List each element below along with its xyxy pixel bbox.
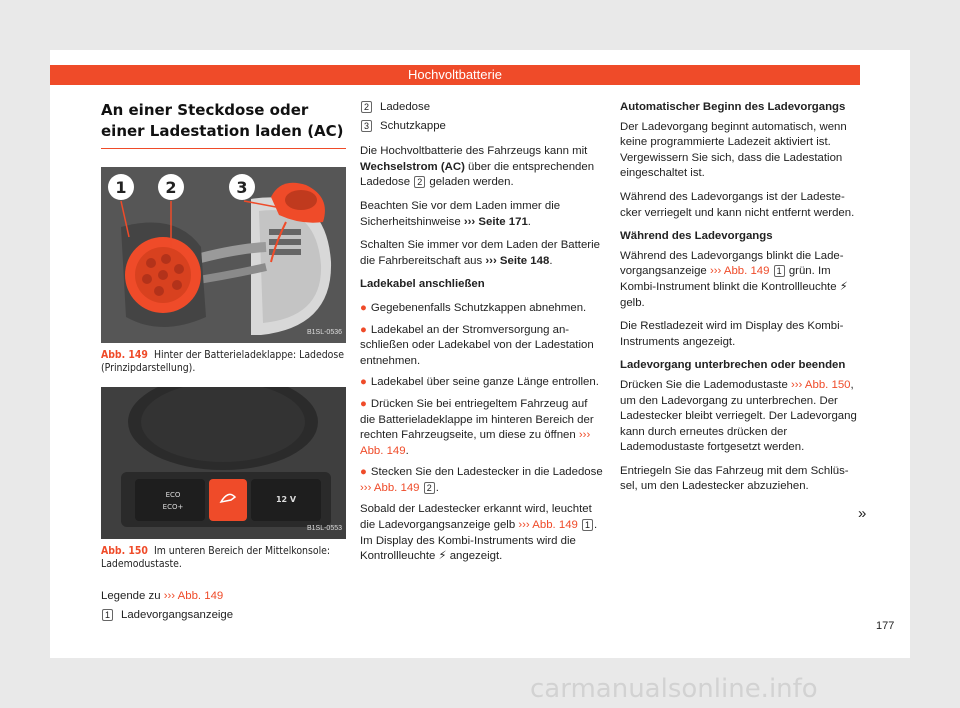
callout-number: 3 [361,120,372,132]
column-left [101,100,346,626]
caption-text: Im unteren Bereich der Mittelkonsole: Lademodustaste. [101,545,331,570]
list-item: ● Ladekabel über seine ganze Länge entrollen. [360,376,599,389]
chapter-header: Hochvoltbatterie [50,65,860,85]
paragraph: Schalten Sie immer vor dem Laden der Batterie die Fahrbereitschaft aus ››› Seite 148. [360,239,600,267]
callout-number: 1 [102,609,113,621]
callout-1: 1 [115,178,127,197]
callout-number: 2 [361,101,372,113]
paragraph: Drücken Sie die Lademodustaste ››› Abb. 150, um den Ladevorgang zu unterbrechen. Der Ladestecker bleibt verriegelt. Der Ladevorgang kann durch erneutes drücken der Lademodustaste fortgesetzt werden. [620,378,857,454]
paragraph: Entriegeln Sie das Fahrzeug mit dem Schlüssel, um den Ladestecker abzuziehen. [620,464,849,493]
paragraph: Beachten Sie vor dem Laden immer die Sicherheitshinweise ››› Seite 171. [360,199,561,228]
subheading: Automatischer Beginn des Ladevorgangs [620,101,846,113]
figure-149-caption [101,349,346,375]
figure-ref-link[interactable]: ››› Abb. 149 [360,481,420,494]
subheading: Während des Ladevorgangs [620,230,773,243]
figure-149 [101,167,346,343]
subheading: Ladekabel anschließen [360,278,485,291]
section-heading: An einer Steckdose oder einer Ladestation laden (AC) [101,100,346,149]
callout-3: 3 [236,178,248,197]
subheading: Ladevorgang unterbrechen oder beenden [620,359,846,372]
page-number: 177 [876,620,895,632]
list-item: ● Drücken Sie bei entriegeltem Fahrzeug auf die Batterieladeklappe im hinteren Bereich der rechten Fahrzeugseite, um diese zu öffnen ››› Abb. 149. [360,397,594,457]
paragraph: Während des Ladevorgangs blinkt die Ladevorgangsanzeige ››› Abb. 149 1 grün. Im Kombi-Instrument blinkt die Kontrollleuchte ⚡ gelb. [620,249,848,309]
page-ref-link[interactable]: ››› Seite 171 [463,215,528,228]
column-right [620,100,858,503]
paragraph: Die Hochvoltbatterie des Fahrzeugs kann mit Wechselstrom (AC) über die entsprechenden Ladedose 2 geladen werden. [360,145,595,189]
ecoplus-button-label: ECO+ [162,503,184,511]
caption-text: Hinter der Batterieladeklappe: Ladedose (Prinzipdarstellung). [101,349,345,374]
figure-150 [101,387,346,539]
figure-code: B1SL-0553 [306,525,342,533]
figure-ref-link[interactable]: ››› Abb. 149 [360,429,591,457]
paragraph: Sobald der Ladestecker erkannt wird, leuchtet die Ladevorgangsanzeige gelb ››› Abb. 149 1 . Im Display des Kombi-Instruments wird die Kontrollleuchte ⚡ angezeigt. [360,503,598,563]
legend-item-1: 1 Ladevorgangsanzeige [101,608,346,624]
figure-150-caption [101,545,346,571]
charging-lamp-icon: ⚡ [839,280,848,293]
watermark: carmanualsonline.info [530,674,818,704]
legend-item-3: 3 Schutzkappe [360,119,603,135]
figure-ref-link[interactable]: ››› Abb. 150 [790,378,851,391]
column-middle [360,100,603,573]
figure-ref-link[interactable]: ››› Abb. 149 [518,519,578,532]
paragraph: Der Ladevorgang beginnt automatisch, wenn keine programmierte Ladezeit aktiviert ist. Vergewissern Sie sich, dass die Ladestation eingeschaltet ist. [620,120,847,180]
page-ref-link[interactable]: ››› Seite 148 [485,254,550,267]
legend-item-2: 2 Ladedose [360,100,603,116]
charging-socket-illustration [101,167,346,343]
figure-code: B1SL-0536 [306,329,342,337]
figure-label: Abb. 149 [101,349,148,361]
paragraph: Die Restladezeit wird im Display des Kombi-Instruments angezeigt. [620,320,844,348]
center-console-illustration [101,387,346,539]
paragraph: Während des Ladevorgangs ist der Ladestecker verriegelt und kann nicht entfernt werden. [620,190,855,219]
legend-ref-link[interactable]: ››› Abb. 149 [163,590,224,602]
legend-intro: Legende zu ››› Abb. 149 [101,590,224,602]
callout-2: 2 [165,178,177,197]
figure-label: Abb. 150 [101,545,148,557]
list-item: ● Stecken Sie den Ladestecker in die Ladedose ››› Abb. 149 2 . [360,466,603,494]
list-item: ● Gegebenenfalls Schutzkappen abnehmen. [360,301,587,314]
socket-voltage-label: 12 V [275,495,297,504]
figure-ref-link[interactable]: ››› Abb. 149 [709,265,770,278]
continue-arrow: » [858,505,867,522]
list-item: ● Ladekabel an der Stromversorgung anschließen oder Ladekabel von der Ladestation entnehmen. [360,323,594,367]
eco-button-label: ECO [165,491,181,499]
charging-lamp-icon: ⚡ [438,550,447,563]
